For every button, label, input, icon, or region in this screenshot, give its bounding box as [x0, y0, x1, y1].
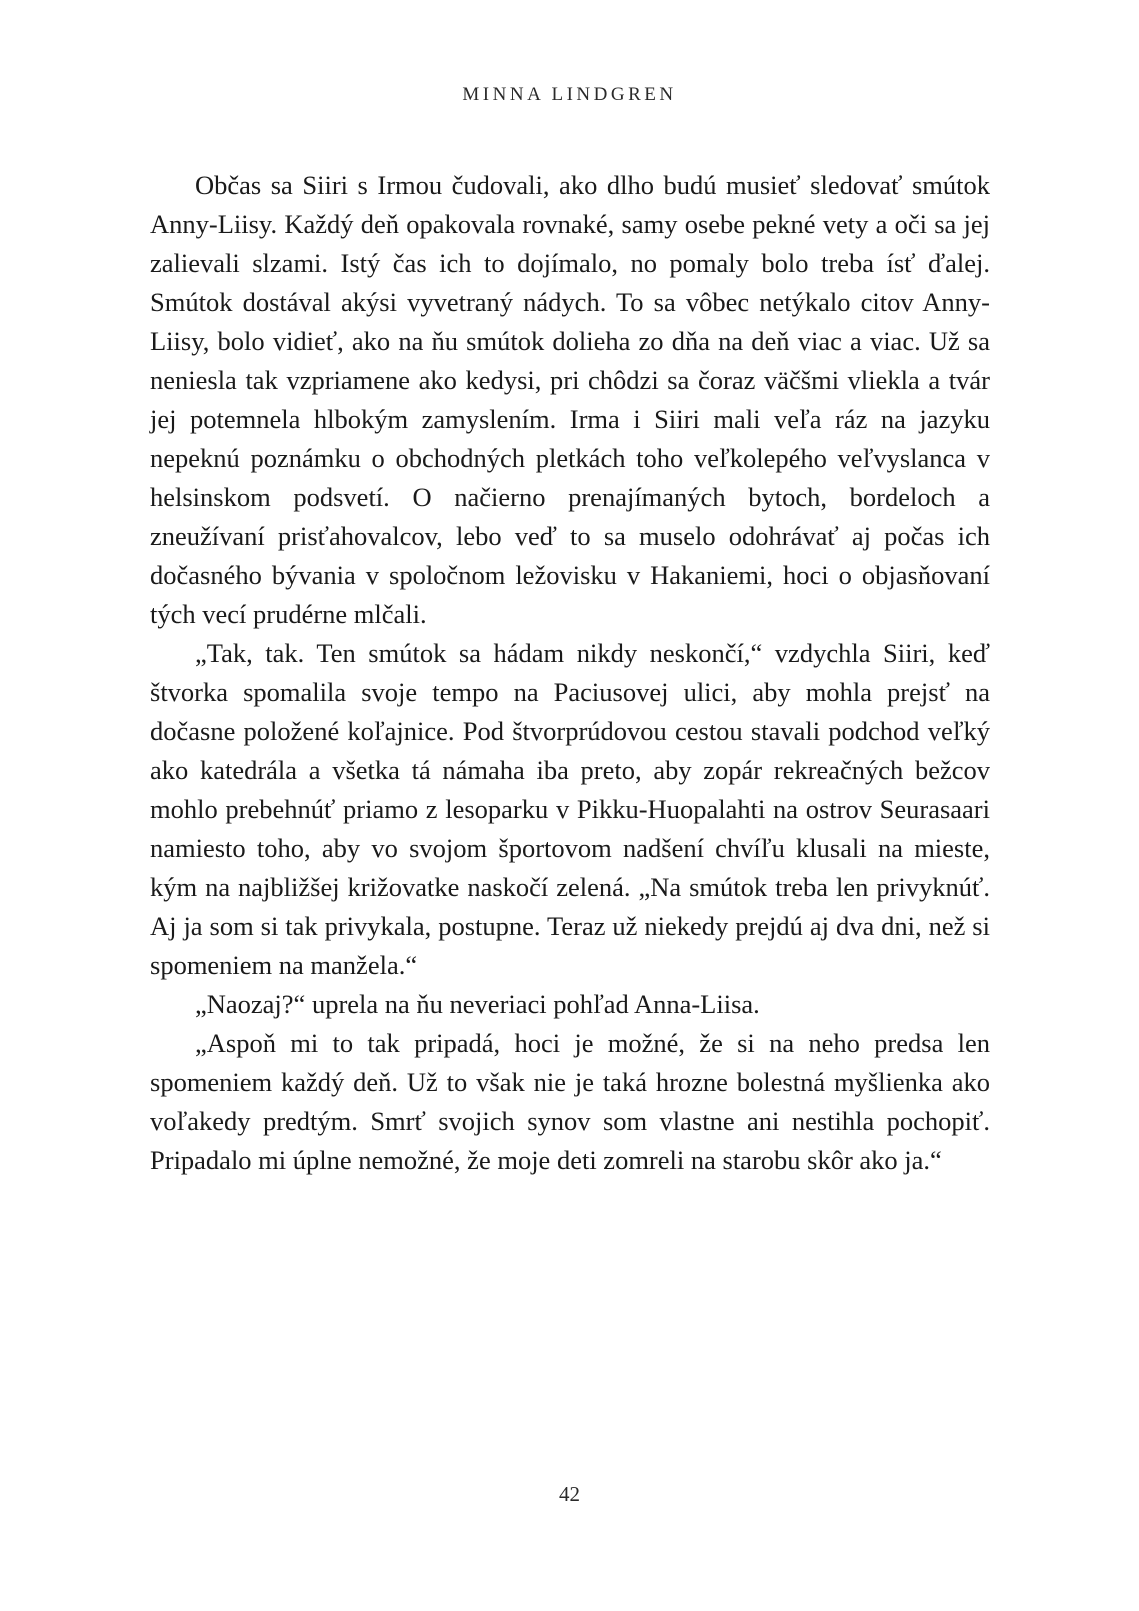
page-body [150, 166, 990, 1180]
running-header: MINNA LINDGREN [462, 84, 677, 105]
page-number: 42 [559, 1482, 580, 1506]
paragraph: „Aspoň mi to tak pripadá, hoci je možné, že si na neho predsa len spomeniem každý deň. Už to však nie je taká hrozne bolestná myšlienka ako voľakedy predtým. Smrť svojich synov som vlastne ani nestihla pochopiť. Pripadalo mi úplne nemožné, že moje deti zomreli na starobu skôr ako ja.“ [150, 1028, 990, 1175]
paragraph: Občas sa Siiri s Irmou čudovali, ako dlho budú musieť sledovať smútok Anny-Liisy. Každý deň opakovala rovnaké, samy osebe pekné vety a oči sa jej zalievali slzami. Istý čas ich to dojímalo, no pomaly bolo treba ísť ďalej. Smútok dostával akýsi vyvetraný nádych. To sa vôbec netýkalo citov Anny-Liisy, bolo vidieť, ako na ňu smútok dolieha zo dňa na deň viac a viac. Už sa neniesla tak vzpriamene ako kedysi, pri chôdzi sa čoraz väčšmi vliekla a tvár jej potemnela hlbokým zamyslením. Irma i Siiri mali veľa ráz na jazyku nepeknú poznámku o obchodných pletkách toho veľkolepého veľvyslanca v helsinskom podsvetí. O načierno prenajímaných bytoch, bordeloch a zneužívaní prisťahovalcov, lebo veď to sa muselo odohrávať aj počas ich dočasného bývania v spoločnom ležovisku v Hakaniemi, hoci o objasňovaní tých vecí prudérne mlčali. [150, 170, 990, 629]
paragraph: „Tak, tak. Ten smútok sa hádam nikdy neskončí,“ vzdychla Siiri, keď štvorka spomalila svoje tempo na Paciusovej ulici, aby mohla prejsť na dočasne položené koľajnice. Pod štvorprúdovou cestou stavali podchod veľký ako katedrála a všetka tá námaha iba preto, aby zopár rekreačných bežcov mohlo prebehnúť priamo z lesoparku v Pikku-Huopalahti na ostrov Seurasaari namiesto toho, aby vo svojom športovom nadšení chvíľu klusali na mieste, kým na najbližšej križovatke naskočí zelená. „Na smútok treba len privyknúť. Aj ja som si tak privykala, postupne. Teraz už niekedy prejdú aj dva dni, než si spomeniem na manžela.“ [150, 638, 990, 980]
paragraph: „Naozaj?“ uprela na ňu neveriaci pohľad Anna-Liisa. [195, 989, 760, 1019]
